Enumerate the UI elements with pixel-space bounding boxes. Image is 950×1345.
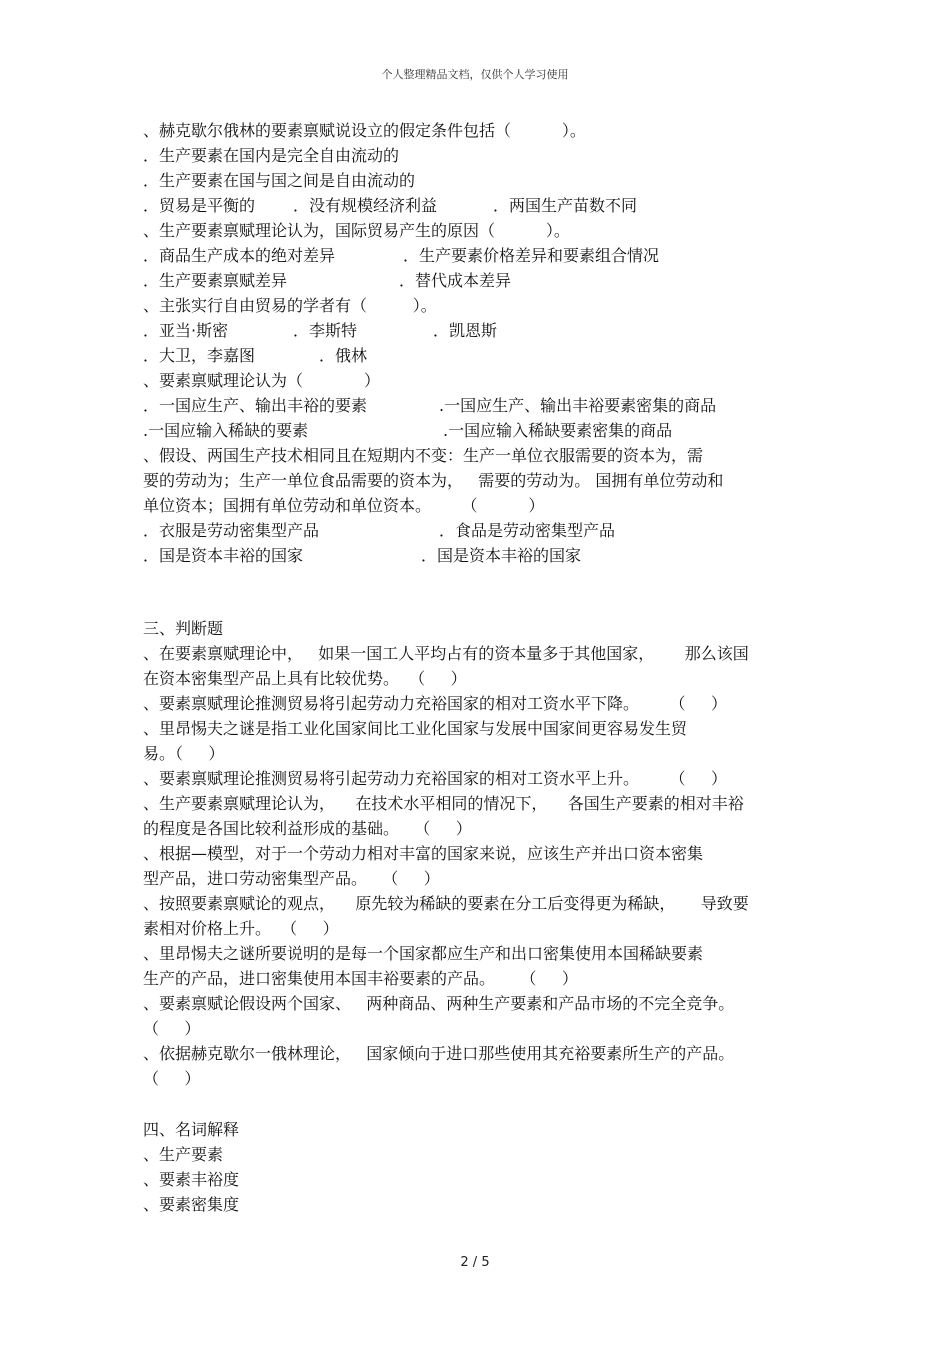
question-line: 、假设、两国生产技术相同且在短期内不变：生产一单位衣服需要的资本为，需 (143, 446, 704, 465)
page-header: 个人整理精品文档，仅供个人学习使用 (381, 68, 569, 81)
option: ．大卫，李嘉图 (143, 346, 256, 365)
spacer (143, 568, 823, 616)
mc-section (143, 118, 823, 568)
option: ．亚当·斯密 (143, 321, 229, 340)
spacer (143, 1091, 823, 1117)
page-number: 2 / 5 (460, 1255, 490, 1270)
option: ．衣服是劳动密集型产品 (143, 521, 320, 540)
option-row (143, 418, 823, 443)
term-item: 、要素密集度 (143, 1195, 240, 1214)
option: .一国应生产、输出丰裕要素密集的商品 (439, 396, 717, 415)
statement-line: 、根据—模型，对于一个劳动力相对丰富的国家来说，应该生产并出口资本密集 (143, 844, 704, 863)
option: ．一国应生产、输出丰裕的要素 (143, 396, 368, 415)
document-body (143, 118, 823, 1217)
option-row (143, 343, 823, 368)
term-item: 、生产要素 (143, 1145, 224, 1164)
option-row (143, 393, 823, 418)
option: ．食品是劳动密集型产品 (439, 521, 616, 540)
option: ．俄林 (319, 346, 368, 365)
statement-line: 、按照要素禀赋论的观点， 原先较为稀缺的要素在分工后变得更为稀缺， 导致要 (143, 894, 749, 913)
statement-line: 素相对价格上升。 （ ） (143, 919, 339, 938)
option-row (143, 543, 823, 568)
statement-line: 生产的产品，进口密集使用本国丰裕要素的产品。 （ ） (143, 969, 578, 988)
option: .一国应输入稀缺的要素 (143, 421, 309, 440)
option-row (143, 268, 823, 293)
option: ．生产要素禀赋差异 (143, 271, 288, 290)
option: .一国应输入稀缺要素密集的商品 (443, 421, 673, 440)
statement-line: 、在要素禀赋理论中， 如果一国工人平均占有的资本量多于其他国家， 那么该国 (143, 644, 749, 663)
section-title: 四、名词解释 (143, 1120, 240, 1139)
option: ．国是资本丰裕的国家 (421, 546, 582, 565)
statement-line: 易。（ ） (143, 744, 225, 763)
statement-line: 的程度是各国比较利益形成的基础。 （ ） (143, 819, 472, 838)
option-row (143, 518, 823, 543)
option-line: ．生产要素在国内是完全自由流动的 (143, 146, 400, 165)
option: ．贸易是平衡的 (143, 196, 256, 215)
statement-line: （ ） (143, 1019, 201, 1038)
question-line: 、主张实行自由贸易的学者有（ ）。 (143, 296, 437, 315)
statement-line: 、生产要素禀赋理论认为， 在技术水平相同的情况下， 各国生产要素的相对丰裕 (143, 794, 744, 813)
section-title: 三、判断题 (143, 619, 224, 638)
option: ．凯恩斯 (433, 321, 498, 340)
question-line: 、生产要素禀赋理论认为，国际贸易产生的原因（ ）。 (143, 221, 570, 240)
statement-line: 、里昂惕夫之谜所要说明的是每一个国家都应生产和出口密集使用本国稀缺要素 (143, 944, 704, 963)
option: ．商品生产成本的绝对差异 (143, 246, 336, 265)
terms-section (143, 1117, 823, 1217)
statement-line: （ ） (143, 1069, 201, 1088)
option-row (143, 243, 823, 268)
statement-line: 型产品，进口劳动密集型产品。 （ ） (143, 869, 440, 888)
statement-line: 在资本密集型产品上具有比较优势。 （ ） (143, 669, 467, 688)
statement-line: 、里昂惕夫之谜是指工业化国家间比工业化国家与发展中国家间更容易发生贸 (143, 719, 688, 738)
statement-line: 、要素禀赋论假设两个国家、 两种商品、两种生产要素和产品市场的不完全竞争。 (143, 994, 735, 1013)
option: ．两国生产苗数不同 (493, 196, 638, 215)
option-row (143, 193, 823, 218)
option: ．替代成本差异 (399, 271, 512, 290)
question-line: 、要素禀赋理论认为（ ） (143, 371, 381, 390)
question-line: 要的劳动为；生产一单位食品需要的资本为， 需要的劳动为。 国拥有单位劳动和 (143, 471, 724, 490)
term-item: 、要素丰裕度 (143, 1170, 240, 1189)
option: ．国是资本丰裕的国家 (143, 546, 304, 565)
statement-line: 、依据赫克歇尔一俄林理论， 国家倾向于进口那些使用其充裕要素所生产的产品。 (143, 1044, 735, 1063)
option-row (143, 318, 823, 343)
question-line: 、赫克歇尔俄林的要素禀赋说设立的假定条件包括（ ）。 (143, 121, 586, 140)
option: ．生产要素价格差异和要素组合情况 (403, 246, 660, 265)
tf-section (143, 616, 823, 1091)
statement-line: 、要素禀赋理论推测贸易将引起劳动力充裕国家的相对工资水平上升。 （ ） (143, 769, 727, 788)
option: ．没有规模经济利益 (293, 196, 438, 215)
statement-line: 、要素禀赋理论推测贸易将引起劳动力充裕国家的相对工资水平下降。 （ ） (143, 694, 727, 713)
question-line: 单位资本；国拥有单位劳动和单位资本。 （ ） (143, 496, 545, 515)
option-line: ．生产要素在国与国之间是自由流动的 (143, 171, 416, 190)
option: ．李斯特 (293, 321, 358, 340)
